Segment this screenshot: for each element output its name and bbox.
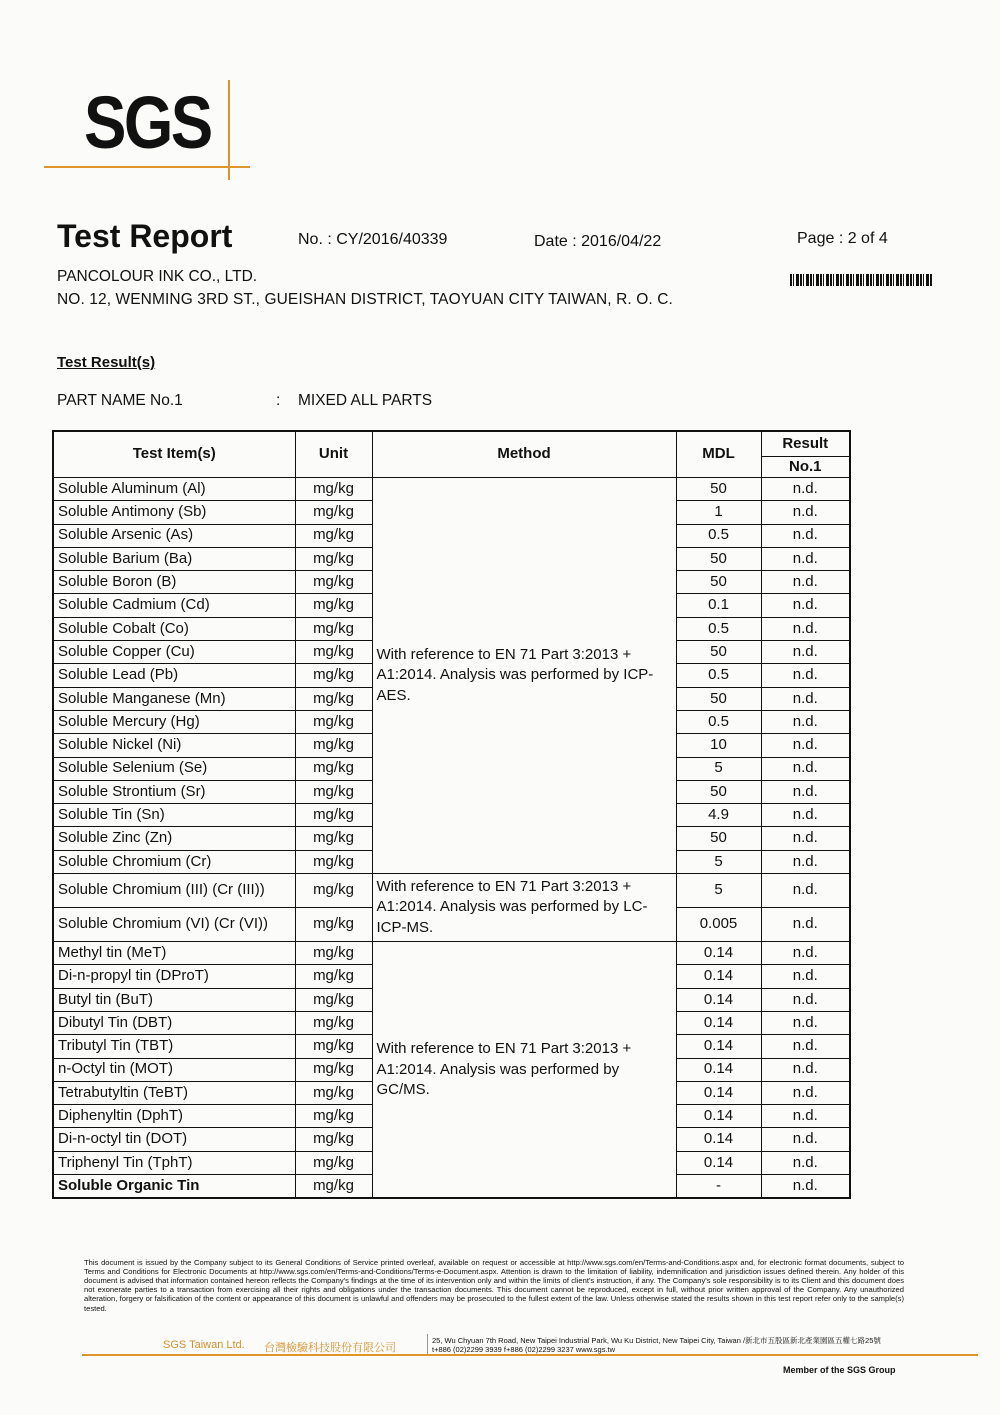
mdl-cell: 50 xyxy=(676,547,761,570)
mdl-cell: 5 xyxy=(676,850,761,873)
footer-disclaimer: This document is issued by the Company subject to its General Conditions of Service printed overleaf, available on request or accessible at http://www.sgs.com/en/Terms-and-Conditions.aspx and, for electronic format documents, subject to Terms and Conditions for Electronic Documents at http://www.sgs.com/en/Terms-and-Conditions/Terms-e-Document.aspx. Attention is drawn to the limitation of liability, indemnification and jurisdiction issues defined therein. Any holder of this document is advised that information contained hereon reflects the Company's findings at the time of its intervention only and within the limits of client's instruction, if any. The Company's sole responsibility is to its Client and this document does not exonerate parties to a transaction from exercising all their rights and obligations under the transaction documents. This document cannot be reproduced, except in full, without prior written approval of the Company. Any unauthorized alteration, forgery or falsification of the content or appearance of this document is unlawful and offenders may be prosecuted to the fullest extent of the law. Unless otherwise stated the results shown in this test report refer only to the sample(s) tested. xyxy=(84,1258,904,1313)
unit-cell: mg/kg xyxy=(295,1011,372,1034)
mdl-cell: 4.9 xyxy=(676,804,761,827)
unit-cell: mg/kg xyxy=(295,1105,372,1128)
mdl-cell: 0.1 xyxy=(676,594,761,617)
header-result-no1: No.1 xyxy=(761,457,850,478)
result-cell: n.d. xyxy=(761,641,850,664)
test-item-cell: Soluble Copper (Cu) xyxy=(53,641,295,664)
mdl-cell: 50 xyxy=(676,641,761,664)
logo-orange-vertical-line xyxy=(228,80,230,180)
mdl-cell: 50 xyxy=(676,478,761,501)
mdl-cell: 0.14 xyxy=(676,942,761,965)
result-cell: n.d. xyxy=(761,965,850,988)
result-cell: n.d. xyxy=(761,988,850,1011)
test-item-cell: Soluble Chromium (Cr) xyxy=(53,850,295,873)
part-name-value: MIXED ALL PARTS xyxy=(298,392,433,409)
report-date: Date : 2016/04/22 xyxy=(534,233,662,250)
test-item-cell: Soluble Cadmium (Cd) xyxy=(53,594,295,617)
result-cell: n.d. xyxy=(761,908,850,942)
mdl-cell: 0.14 xyxy=(676,1011,761,1034)
method-cell: With reference to EN 71 Part 3:2013 + A1:2014. Analysis was performed by ICP-AES. xyxy=(372,478,676,874)
unit-cell: mg/kg xyxy=(295,664,372,687)
result-cell: n.d. xyxy=(761,501,850,524)
result-cell: n.d. xyxy=(761,617,850,640)
test-item-cell: Soluble Antimony (Sb) xyxy=(53,501,295,524)
unit-cell: mg/kg xyxy=(295,617,372,640)
mdl-cell: 10 xyxy=(676,734,761,757)
result-cell: n.d. xyxy=(761,780,850,803)
mdl-cell: 0.14 xyxy=(676,1151,761,1174)
unit-cell: mg/kg xyxy=(295,1035,372,1058)
test-item-cell: Soluble Aluminum (Al) xyxy=(53,478,295,501)
logo-orange-horizontal-line xyxy=(44,166,250,168)
unit-cell: mg/kg xyxy=(295,478,372,501)
table-row xyxy=(53,874,850,908)
test-item-cell: Soluble Nickel (Ni) xyxy=(53,734,295,757)
result-cell: n.d. xyxy=(761,804,850,827)
test-item-cell: Triphenyl Tin (TphT) xyxy=(53,1151,295,1174)
report-title: Test Report xyxy=(57,218,233,254)
unit-cell: mg/kg xyxy=(295,988,372,1011)
test-item-cell: Tributyl Tin (TBT) xyxy=(53,1035,295,1058)
mdl-cell: 0.14 xyxy=(676,965,761,988)
footer-company: SGS Taiwan Ltd. xyxy=(163,1339,245,1351)
test-results-table xyxy=(52,430,851,1199)
mdl-cell: 0.14 xyxy=(676,1128,761,1151)
method-cell: With reference to EN 71 Part 3:2013 + A1:2014. Analysis was performed by GC/MS. xyxy=(372,942,676,1199)
result-cell: n.d. xyxy=(761,594,850,617)
result-cell: n.d. xyxy=(761,664,850,687)
test-item-cell: Soluble Tin (Sn) xyxy=(53,804,295,827)
mdl-cell: 1 xyxy=(676,501,761,524)
result-cell: n.d. xyxy=(761,1105,850,1128)
result-cell: n.d. xyxy=(761,942,850,965)
mdl-cell: 0.5 xyxy=(676,524,761,547)
test-item-cell: Soluble Chromium (VI) (Cr (VI)) xyxy=(53,908,295,942)
header-method: Method xyxy=(372,431,676,478)
unit-cell: mg/kg xyxy=(295,1175,372,1199)
test-item-cell: Soluble Cobalt (Co) xyxy=(53,617,295,640)
test-item-cell: Soluble Strontium (Sr) xyxy=(53,780,295,803)
result-cell: n.d. xyxy=(761,1128,850,1151)
unit-cell: mg/kg xyxy=(295,501,372,524)
table-row xyxy=(53,478,850,501)
result-cell: n.d. xyxy=(761,478,850,501)
test-item-cell: Butyl tin (BuT) xyxy=(53,988,295,1011)
unit-cell: mg/kg xyxy=(295,1081,372,1104)
unit-cell: mg/kg xyxy=(295,1128,372,1151)
test-item-cell: Di-n-octyl tin (DOT) xyxy=(53,1128,295,1151)
header-unit: Unit xyxy=(295,431,372,478)
section-title: Test Result(s) xyxy=(57,354,156,371)
result-cell: n.d. xyxy=(761,1081,850,1104)
mdl-cell: 50 xyxy=(676,571,761,594)
client-address: NO. 12, WENMING 3RD ST., GUEISHAN DISTRICT, TAOYUAN CITY TAIWAN, R. O. C. xyxy=(57,291,673,308)
test-item-cell: Soluble Selenium (Se) xyxy=(53,757,295,780)
mdl-cell: 0.14 xyxy=(676,1035,761,1058)
test-item-cell: Tetrabutyltin (TeBT) xyxy=(53,1081,295,1104)
result-cell: n.d. xyxy=(761,850,850,873)
test-item-cell: Dibutyl Tin (DBT) xyxy=(53,1011,295,1034)
part-name-label: PART NAME No.1 xyxy=(57,392,183,409)
sgs-logo-text: SGS xyxy=(84,81,211,164)
test-item-cell: Soluble Arsenic (As) xyxy=(53,524,295,547)
unit-cell: mg/kg xyxy=(295,874,372,908)
unit-cell: mg/kg xyxy=(295,524,372,547)
header-mdl: MDL xyxy=(676,431,761,478)
result-cell: n.d. xyxy=(761,1035,850,1058)
unit-cell: mg/kg xyxy=(295,780,372,803)
unit-cell: mg/kg xyxy=(295,571,372,594)
mdl-cell: 0.14 xyxy=(676,1105,761,1128)
mdl-cell: 0.14 xyxy=(676,988,761,1011)
test-item-cell: n-Octyl tin (MOT) xyxy=(53,1058,295,1081)
unit-cell: mg/kg xyxy=(295,641,372,664)
result-cell: n.d. xyxy=(761,524,850,547)
mdl-cell: 0.5 xyxy=(676,617,761,640)
test-item-cell: Soluble Manganese (Mn) xyxy=(53,687,295,710)
test-item-cell: Methyl tin (MeT) xyxy=(53,942,295,965)
unit-cell: mg/kg xyxy=(295,1058,372,1081)
unit-cell: mg/kg xyxy=(295,908,372,942)
unit-cell: mg/kg xyxy=(295,734,372,757)
result-cell: n.d. xyxy=(761,827,850,850)
mdl-cell: 50 xyxy=(676,687,761,710)
unit-cell: mg/kg xyxy=(295,965,372,988)
footer-company-chinese: 台灣檢驗科技股份有限公司 xyxy=(264,1342,396,1354)
mdl-cell: 50 xyxy=(676,827,761,850)
result-cell: n.d. xyxy=(761,710,850,733)
test-item-cell: Soluble Barium (Ba) xyxy=(53,547,295,570)
part-name-colon: : xyxy=(276,392,281,409)
test-item-cell: Diphenyltin (DphT) xyxy=(53,1105,295,1128)
result-cell: n.d. xyxy=(761,571,850,594)
unit-cell: mg/kg xyxy=(295,827,372,850)
unit-cell: mg/kg xyxy=(295,804,372,827)
test-item-cell: Soluble Mercury (Hg) xyxy=(53,710,295,733)
result-cell: n.d. xyxy=(761,1011,850,1034)
mdl-cell: - xyxy=(676,1175,761,1199)
report-number: No. : CY/2016/40339 xyxy=(298,231,448,248)
mdl-cell: 50 xyxy=(676,780,761,803)
footer-address: 25, Wu Chyuan 7th Road, New Taipei Industrial Park, Wu Ku District, New Taipei City, Taiwan /新北市五股區新北產業園區五權七路25號 xyxy=(432,1336,881,1345)
test-item-cell: Soluble Lead (Pb) xyxy=(53,664,295,687)
sgs-logo xyxy=(44,80,250,180)
test-item-cell: Di-n-propyl tin (DProT) xyxy=(53,965,295,988)
header-test-items: Test Item(s) xyxy=(53,431,295,478)
mdl-cell: 0.5 xyxy=(676,710,761,733)
unit-cell: mg/kg xyxy=(295,850,372,873)
test-item-cell: Soluble Zinc (Zn) xyxy=(53,827,295,850)
footer-contact: t+886 (02)2299 3939 f+886 (02)2299 3237 www.sgs.tw xyxy=(432,1345,616,1354)
result-cell: n.d. xyxy=(761,1151,850,1174)
mdl-cell: 0.14 xyxy=(676,1081,761,1104)
unit-cell: mg/kg xyxy=(295,687,372,710)
result-cell: n.d. xyxy=(761,874,850,908)
mdl-cell: 0.5 xyxy=(676,664,761,687)
method-cell: With reference to EN 71 Part 3:2013 + A1:2014. Analysis was performed by LC-ICP-MS. xyxy=(372,874,676,942)
result-cell: n.d. xyxy=(761,757,850,780)
test-item-cell: Soluble Chromium (III) (Cr (III)) xyxy=(53,874,295,908)
result-cell: n.d. xyxy=(761,1058,850,1081)
client-name: PANCOLOUR INK CO., LTD. xyxy=(57,268,258,285)
result-cell: n.d. xyxy=(761,547,850,570)
result-cell: n.d. xyxy=(761,734,850,757)
footer-orange-rule xyxy=(82,1354,978,1356)
table-row xyxy=(53,942,850,965)
unit-cell: mg/kg xyxy=(295,710,372,733)
barcode xyxy=(790,274,932,286)
mdl-cell: 5 xyxy=(676,874,761,908)
unit-cell: mg/kg xyxy=(295,757,372,780)
footer-divider xyxy=(427,1334,428,1356)
unit-cell: mg/kg xyxy=(295,1151,372,1174)
test-item-cell: Soluble Boron (B) xyxy=(53,571,295,594)
mdl-cell: 0.005 xyxy=(676,908,761,942)
mdl-cell: 0.14 xyxy=(676,1058,761,1081)
result-cell: n.d. xyxy=(761,1175,850,1199)
unit-cell: mg/kg xyxy=(295,594,372,617)
unit-cell: mg/kg xyxy=(295,547,372,570)
result-cell: n.d. xyxy=(761,687,850,710)
test-item-cell: Soluble Organic Tin xyxy=(53,1175,295,1199)
footer-member: Member of the SGS Group xyxy=(783,1365,896,1375)
unit-cell: mg/kg xyxy=(295,942,372,965)
header-result: Result xyxy=(761,431,850,457)
mdl-cell: 5 xyxy=(676,757,761,780)
page-indicator: Page : 2 of 4 xyxy=(797,230,888,247)
